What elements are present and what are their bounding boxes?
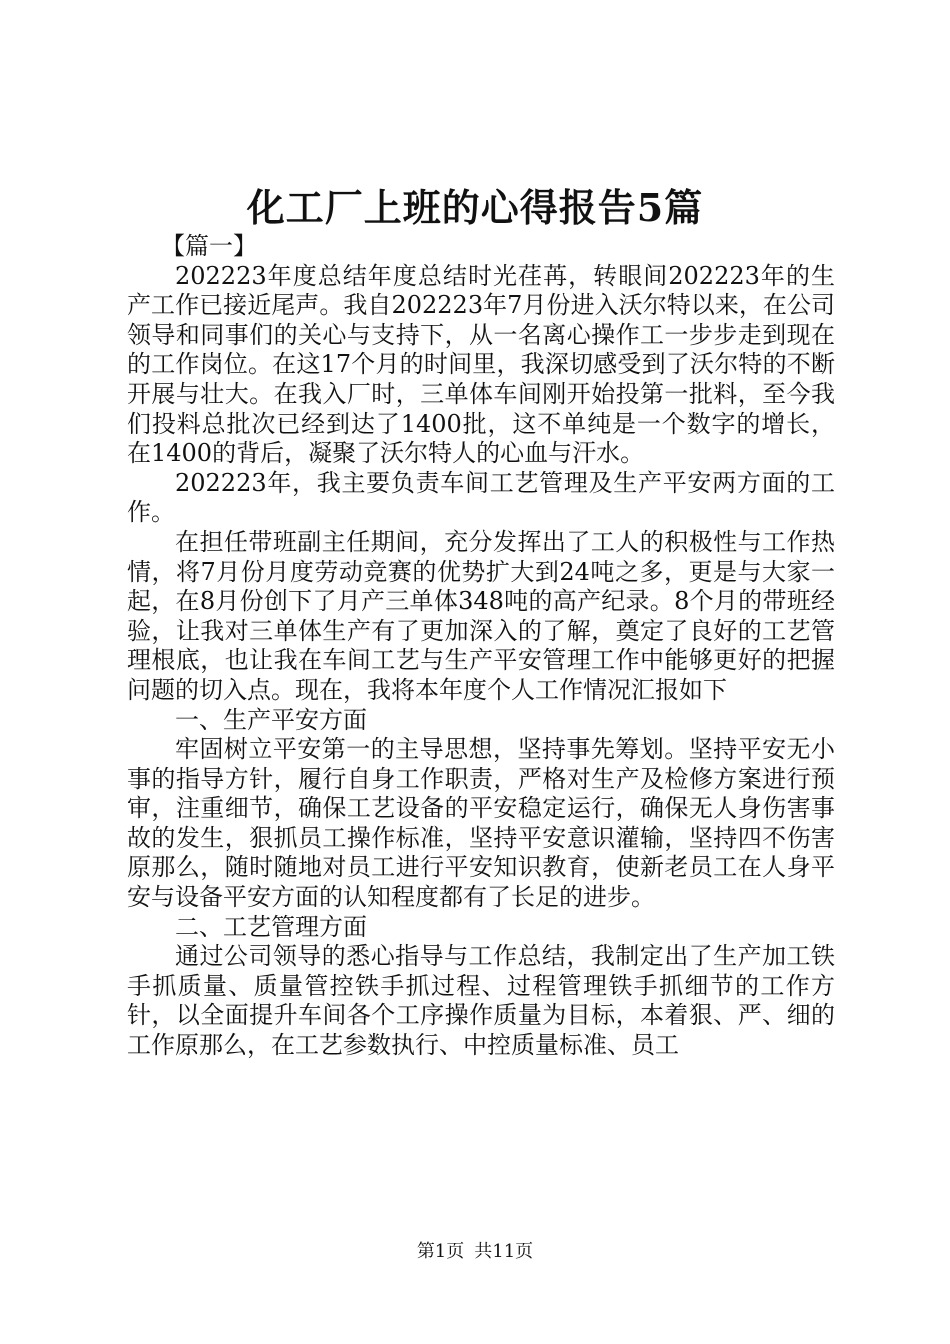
page-total: 共11页 — [474, 1241, 534, 1262]
section-heading: 二、工艺管理方面 — [175, 912, 367, 941]
section-label: 【篇一】 — [161, 232, 257, 260]
page-number: 第1页 — [416, 1241, 465, 1262]
paragraph: 通过公司领导的悉心指导与工作总结，我制定出了生产加工铁手抓质量、质量管控铁手抓过程、过程管理铁手抓细节的工作方针，以全面提升车间各个工序操作质量为目标，本着狠、严、细的工作原那么，在工艺参数执行、中控质量标准、员工 — [127, 942, 835, 1060]
document-body — [127, 232, 835, 1061]
paragraph: 202223年度总结年度总结时光荏苒，转眼间202223年的生产工作已接近尾声。我自202223年7月份进入沃尔特以来，在公司领导和同事们的关心与支持下，从一名离心操作工一步步走到现在的工作岗位。在这17个月的时间里，我深切感受到了沃尔特的不断开展与壮大。在我入厂时，三单体车间刚开始投第一批料，至今我们投料总批次已经到达了1400批，这不单纯是一个数字的增长，在1400的背后，凝聚了沃尔特人的心血与汗水。 — [127, 261, 835, 468]
section-heading: 一、生产平安方面 — [175, 705, 367, 734]
paragraph: 牢固树立平安第一的主导思想，坚持事先筹划。坚持平安无小事的指导方针，履行自身工作职责，严格对生产及检修方案进行预审，注重细节，确保工艺设备的平安稳定运行，确保无人身伤害事故的发生，狠抓员工操作标准，坚持平安意识灌输，坚持四不伤害原那么，随时随地对员工进行平安知识教育，使新老员工在人身平安与设备平安方面的认知程度都有了长足的进步。 — [127, 735, 835, 912]
paragraph: 202223年，我主要负责车间工艺管理及生产平安两方面的工作。 — [127, 468, 835, 527]
document-title: 化工厂上班的心得报告5篇 — [246, 185, 704, 230]
paragraph: 在担任带班副主任期间，充分发挥出了工人的积极性与工作热情，将7月份月度劳动竞赛的优势扩大到24吨之多，更是与大家一起，在8月份创下了月产三单体348吨的高产纪录。8个月的带班经验，让我对三单体生产有了更加深入的了解，奠定了良好的工艺管理根底，也让我在车间工艺与生产平安管理工作中能够更好的把握问题的切入点。现在，我将本年度个人工作情况汇报如下 — [127, 527, 835, 704]
page-footer — [0, 1240, 950, 1264]
